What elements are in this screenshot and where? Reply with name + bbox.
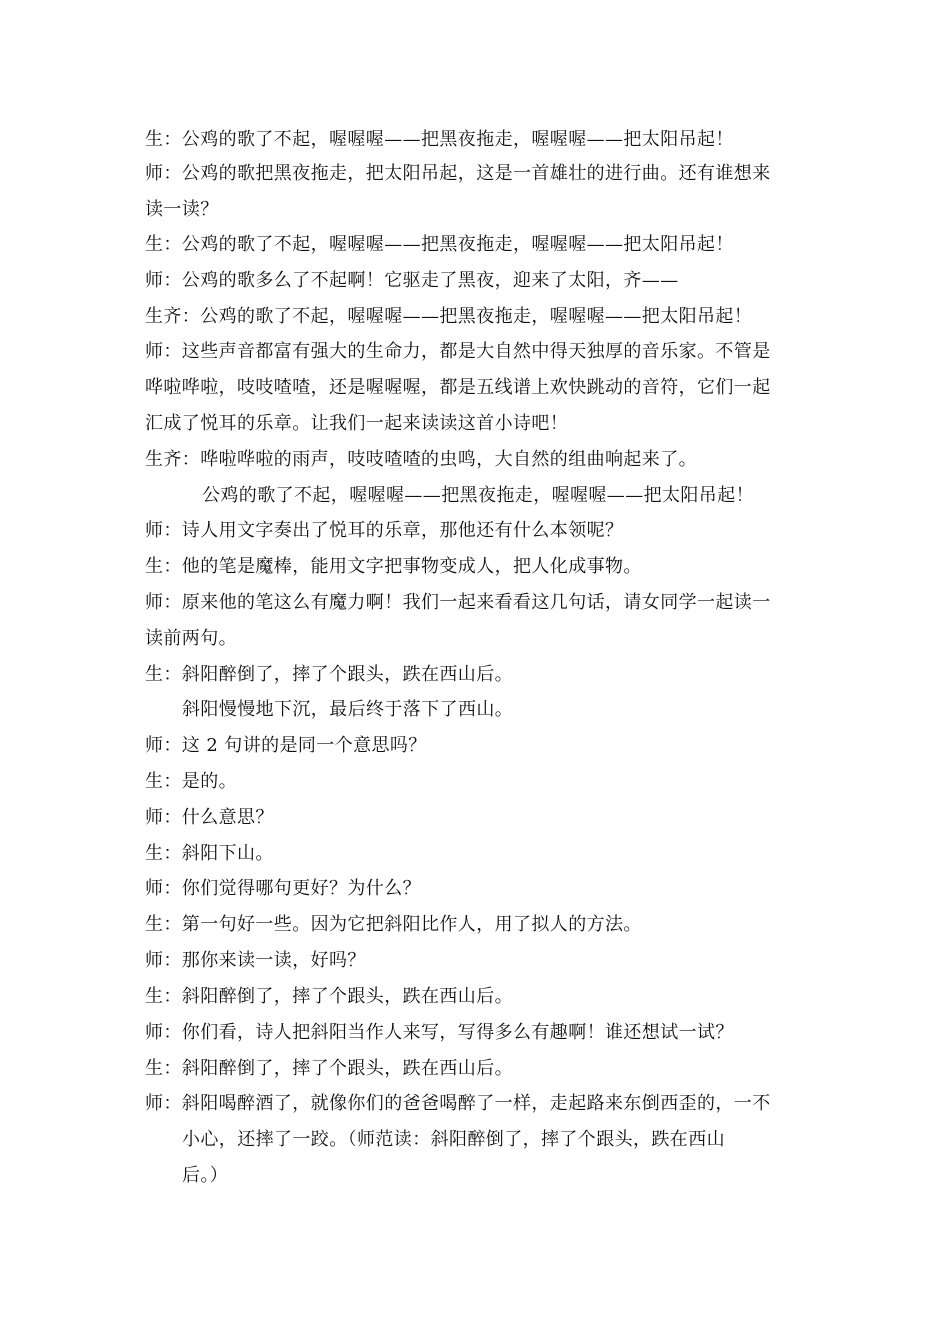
text-line: 生：公鸡的歌了不起，喔喔喔——把黑夜拖走，喔喔喔——把太阳吊起！ <box>145 129 734 150</box>
text-line: 生：第一句好一些。因为它把斜阳比作人，用了拟人的方法。 <box>145 914 642 935</box>
text-line: 师：公鸡的歌把黑夜拖走，把太阳吊起，这是一首雄壮的进行曲。还有谁想来 <box>145 163 771 184</box>
text-line: 读前两句。 <box>145 628 237 649</box>
text-line: 后。） <box>182 1165 229 1186</box>
text-line: 师：什么意思？ <box>145 807 274 828</box>
text-line: 汇成了悦耳的乐章。让我们一起来读读这首小诗吧！ <box>145 413 569 434</box>
text-line: 生齐：哗啦哗啦的雨声，吱吱喳喳的虫鸣，大自然的组曲响起来了。 <box>145 449 697 470</box>
text-line: 生：斜阳醉倒了，摔了个跟头，跌在西山后。 <box>145 664 513 685</box>
text-line: 师：你们觉得哪句更好？为什么？ <box>145 878 421 899</box>
text-line: 师：诗人用文字奏出了悦耳的乐章，那他还有什么本领呢？ <box>145 520 624 541</box>
text-line: 读一读？ <box>145 199 219 220</box>
text-line: 师：公鸡的歌多么了不起啊！它驱走了黑夜，迎来了太阳，齐—— <box>145 270 679 291</box>
text-line: 生：是的。 <box>145 771 237 792</box>
text-line: 小心，还摔了一跤。（师范读：斜阳醉倒了，摔了个跟头，跌在西山 <box>182 1129 725 1150</box>
text-line: 斜阳慢慢地下沉，最后终于落下了西山。 <box>182 699 514 720</box>
text-line: 生：公鸡的歌了不起，喔喔喔——把黑夜拖走，喔喔喔——把太阳吊起！ <box>145 234 734 255</box>
text-line: 生：斜阳醉倒了，摔了个跟头，跌在西山后。 <box>145 1058 513 1079</box>
text-line: 师：斜阳喝醉酒了，就像你们的爸爸喝醉了一样，走起路来东倒西歪的，一不 <box>145 1093 771 1114</box>
text-line: 生齐：公鸡的歌了不起，喔喔喔——把黑夜拖走，喔喔喔——把太阳吊起！ <box>145 306 753 327</box>
text-line: 生：斜阳下山。 <box>145 843 274 864</box>
text-line: 师：你们看，诗人把斜阳当作人来写，写得多么有趣啊！谁还想试一试？ <box>145 1022 734 1043</box>
text-line: 公鸡的歌了不起，喔喔喔——把黑夜拖走，喔喔喔——把太阳吊起！ <box>202 485 754 506</box>
text-line: 师：这些声音都富有强大的生命力，都是大自然中得天独厚的音乐家。不管是 <box>145 341 771 362</box>
text-line: 师：这 2 句讲的是同一个意思吗？ <box>145 735 427 756</box>
text-line: 哗啦哗啦，吱吱喳喳，还是喔喔喔，都是五线谱上欢快跳动的音符，它们一起 <box>145 377 771 398</box>
text-line: 生：斜阳醉倒了，摔了个跟头，跌在西山后。 <box>145 986 513 1007</box>
text-line: 师：原来他的笔这么有魔力啊！我们一起来看看这几句话，请女同学一起读一 <box>145 592 771 613</box>
text-line: 师：那你来读一读，好吗？ <box>145 950 366 971</box>
text-line: 生：他的笔是魔棒，能用文字把事物变成人，把人化成事物。 <box>145 556 642 577</box>
